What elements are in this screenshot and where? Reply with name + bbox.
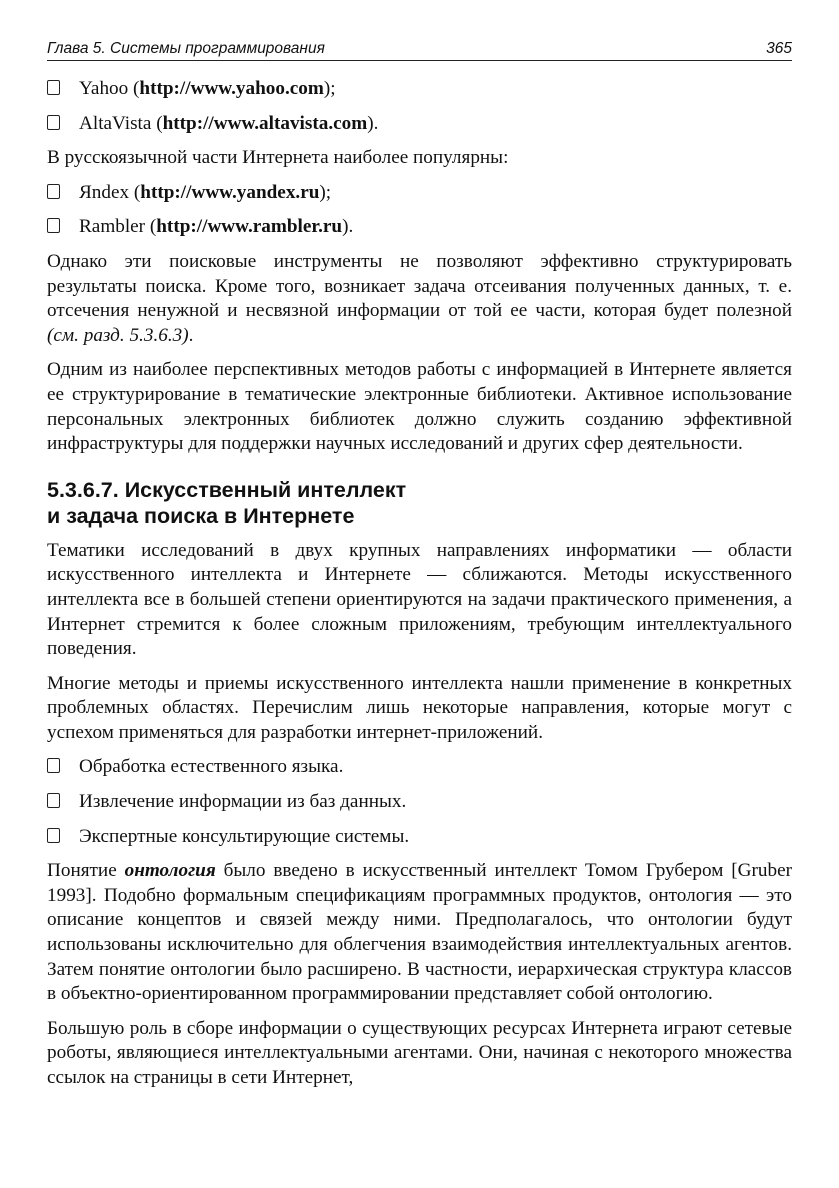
checkbox-bullet-icon [47,828,60,843]
engine-url: http://www.yahoo.com [139,78,324,99]
engine-name: AltaVista [79,112,152,134]
term-ontology: онтология [124,860,216,882]
chapter-title: Глава 5. Системы программирования [47,40,325,57]
ai-methods-list [47,755,792,849]
list-item: Яndex (http://www.yandex.ru); [47,181,792,206]
section-heading: 5.3.6.7. Искусственный интеллект и задача поиска в Интернете [47,477,407,528]
list-item: Обработка естественного языка. [47,755,792,780]
checkbox-bullet-icon [47,218,60,233]
paragraph: Большую роль в сборе информации о существующих ресурсах Интернета играют сетевые роботы, являющиеся интеллектуальными агентами. Они, начиная с некоторого множества ссылок на страницы в сети Интернет, [47,1017,792,1088]
running-header [47,40,792,61]
engine-url: http://www.rambler.ru [156,216,343,238]
checkbox-bullet-icon [47,80,60,95]
list-item: Yahoo (http://www.yahoo.com); [47,77,792,102]
engine-name: Rambler [79,216,146,238]
list-item: Rambler (http://www.rambler.ru). [47,215,792,240]
page-number: 365 [766,40,792,57]
checkbox-bullet-icon [47,758,60,773]
paragraph: Многие методы и приемы искусственного интеллекта нашли применение в конкретных проблемных областях. Перечислим лишь некоторые направления, которые могут с успехом применяться для разработки интернет-приложений. [47,672,792,743]
list-item: Извлечение информации из баз данных. [47,790,792,815]
paragraph: Понятие онтология было введено в искусственный интеллект Томом Грубером [Gruber 1993]. Подобно формальным спецификациям программных продуктов, онтология — это описание концептов и связей между ними. Предполагалось, что онтологии будут использованы исключительно для облегчения взаимодействия интеллектуальных агентов. Затем понятие онтологии было расширено. В частности, иерархическая структура классов в объектно-ориентированном программировании представляет собой онтологию. [47,860,792,1005]
engine-url: http://www.altavista.com [162,112,368,134]
list-item: Экспертные консультирующие системы. [47,825,792,850]
cross-reference: (см. разд. 5.3.6.3) [47,324,189,346]
paragraph: Тематики исследований в двух крупных направлениях информатики — области искусственного интеллекта и Интернете — сближаются. Методы искусственного интеллекта все в большей степени ориентируются на задачи практического применения, а Интернет стремится к более сложным приложениям, требующим интеллектуального поведения. [47,539,792,660]
paragraph: Однако эти поисковые инструменты не позволяют эффективно структурировать результаты поиска. Кроме того, возникает задача отсеивания полученных данных, т. е. отсечения ненужной и несвязной информации от той ее части, которая будет полезной (см. разд. 5.3.6.3). [47,250,792,346]
checkbox-bullet-icon [47,115,60,130]
checkbox-bullet-icon [47,184,60,199]
paragraph: Одним из наиболее перспективных методов работы с информацией в Интернете является ее структурирование в тематические электронные библиотеки. Активное использование персональных электронных библиотек должно служить созданию эффективной инфраструктуры для поддержки научных исследований и других сфер деятельности. [47,359,792,455]
intro-paragraph: В русскоязычной части Интернета наиболее популярны: [47,147,509,169]
checkbox-bullet-icon [47,793,60,808]
search-engines-list [47,77,792,136]
list-item: AltaVista (http://www.altavista.com). [47,112,792,137]
engine-name: Яndex [79,181,130,203]
russian-search-engines-list [47,181,792,240]
engine-url: http://www.yandex.ru [140,181,320,203]
engine-name: Yahoo [79,78,129,99]
